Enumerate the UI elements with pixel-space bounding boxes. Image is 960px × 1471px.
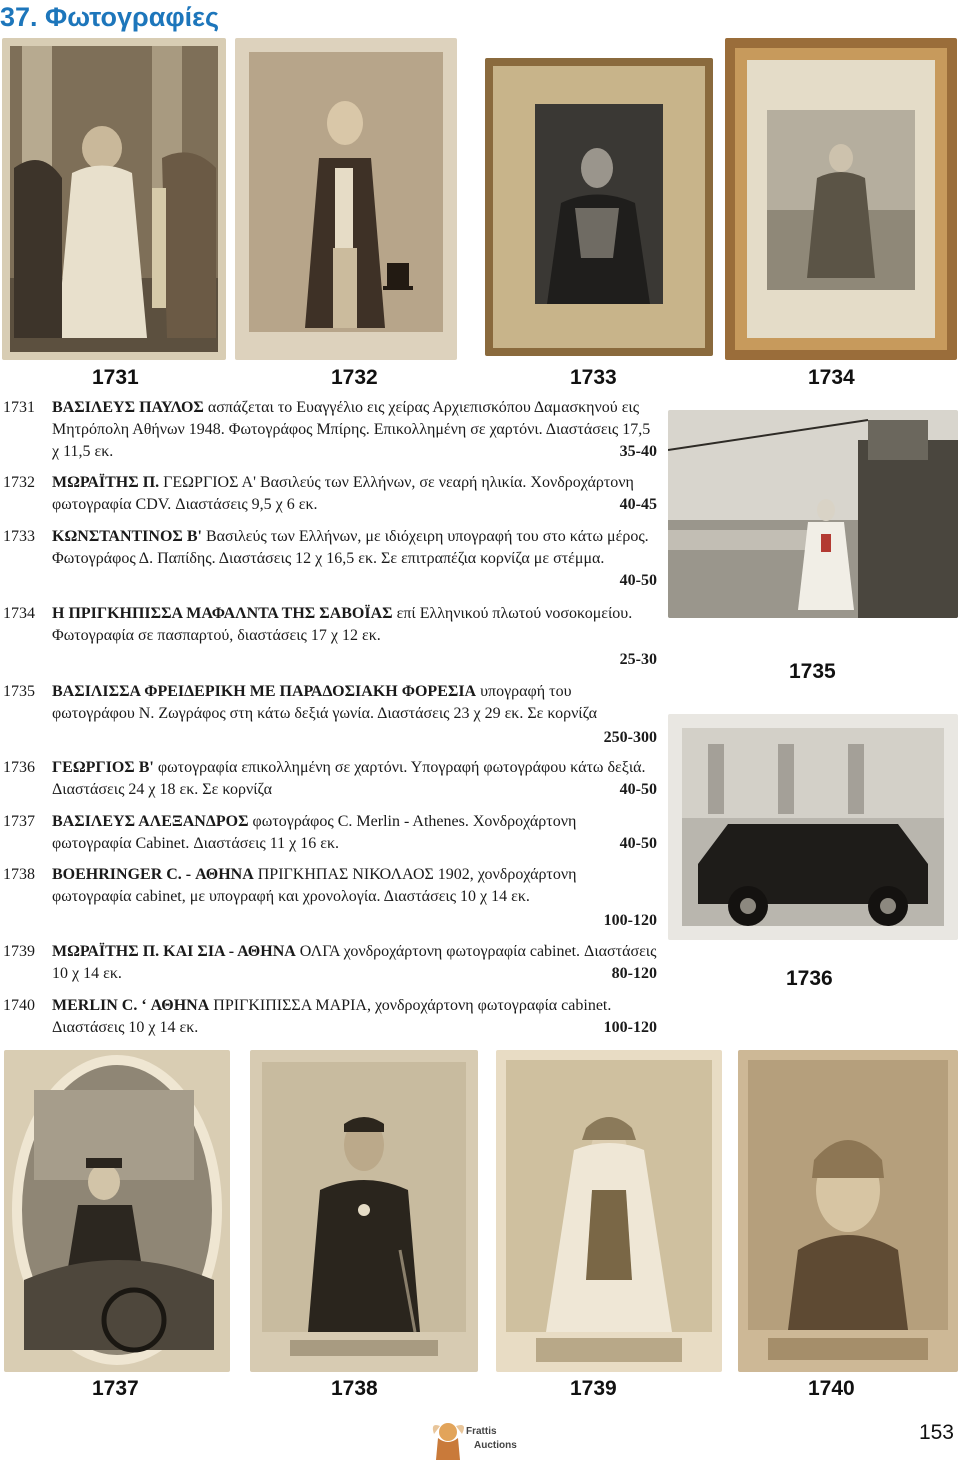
photo-1738 <box>250 1050 478 1372</box>
lot-estimate: 40-50 <box>619 835 657 852</box>
lot-title: ΒΑΣΙΛΕΥΣ ΠΑΥΛΟΣ <box>52 399 204 416</box>
lot-title: MERLIN C. ‘ ΑΘΗΝΑ <box>52 997 210 1014</box>
lot-entry-1732 <box>0 472 660 520</box>
lot-estimate: 40-50 <box>619 781 657 798</box>
photo-1736 <box>668 714 958 940</box>
photo-label-1738: 1738 <box>331 1377 378 1400</box>
lot-number: 1733 <box>3 528 35 545</box>
lot-number: 1736 <box>3 759 35 776</box>
lot-number: 1740 <box>3 997 35 1014</box>
lot-entry-1737 <box>0 811 660 859</box>
lot-text: φωτογραφία επικολλημένη σε χαρτόνι. Υπογραφή φωτογράφου κάτω δεξιά. Διαστάσεις 24 χ 18 εκ. Σε κορνίζα <box>52 759 646 798</box>
photo-label-1731: 1731 <box>92 366 139 389</box>
lot-number: 1739 <box>3 943 35 960</box>
lot-text: ΠΡΙΓΚΗΠΑΣ ΝΙΚΟΛΑΟΣ 1902, χονδροχάρτονη φωτογραφία cabinet, με υπογραφή και χρονολογία. Διαστάσεις 10 χ 14 εκ. <box>52 866 577 905</box>
photo-label-1732: 1732 <box>331 366 378 389</box>
lot-text: ΟΛΓΑ χονδροχάρτονη φωτογραφία cabinet. Διαστάσεις 10 χ 14 εκ. <box>52 943 657 982</box>
photo-label-1733: 1733 <box>570 366 617 389</box>
photo-1739 <box>496 1050 722 1372</box>
lot-title: Η ΠΡΙΓΚΗΠΙΣΣΑ ΜΑΦΑΛΝΤΑ ΤΗΣ ΣΑΒΟΪΑΣ <box>52 605 393 622</box>
lot-estimate: 40-45 <box>619 496 657 513</box>
lot-entry-1736 <box>0 757 660 805</box>
lot-text: Βασιλεύς των Ελλήνων, με ιδιόχειρη υπογραφή του στο κάτω μέρος. Φωτογράφος Δ. Παπίδης. Διαστάσεις 12 χ 16,5 εκ. Σε επιτραπέζια κορνίζα με στέμμα. <box>52 528 649 567</box>
lot-entry-1733 <box>0 526 660 596</box>
photo-1735 <box>668 410 958 618</box>
photo-1740 <box>738 1050 958 1372</box>
logo-text-frattis: Frattis <box>466 1426 497 1437</box>
logo-text-auctions: Auctions <box>474 1440 517 1451</box>
lot-number: 1732 <box>3 474 35 491</box>
lot-description <box>52 472 658 516</box>
lot-number: 1735 <box>3 683 35 700</box>
lot-estimate: 100-120 <box>603 1019 657 1036</box>
lot-title: ΒΑΣΙΛΕΥΣ ΑΛΕΞΑΝΔΡΟΣ <box>52 813 249 830</box>
lot-estimate: 35-40 <box>619 443 657 460</box>
photo-label-1734: 1734 <box>808 366 855 389</box>
lot-estimate: 25-30 <box>619 651 657 668</box>
lot-entry-1738 <box>0 864 660 934</box>
lot-estimate: 80-120 <box>611 965 657 982</box>
lot-entry-1735 <box>0 681 660 751</box>
photo-label-1736: 1736 <box>786 967 833 990</box>
photo-1732 <box>235 38 457 360</box>
lot-description <box>52 757 658 801</box>
photo-label-1740: 1740 <box>808 1377 855 1400</box>
lot-text: ΠΡΙΓΚΙΠΙΣΣΑ ΜΑΡΙΑ, χονδροχάρτονη φωτογραφία cabinet. Διαστάσεις 10 χ 14 εκ. <box>52 997 612 1036</box>
lot-description <box>52 603 658 647</box>
lot-number: 1737 <box>3 813 35 830</box>
lot-text: ασπάζεται το Ευαγγέλιο εις χείρας Αρχιεπισκόπου Δαμασκηνού εις Μητρόπολη Αθήνων 1948. Φωτογράφος Μπίρης. Επικολλημένη σε χαρτόνι. Διαστάσεις 17,5 χ 11,5 εκ. <box>52 399 651 460</box>
lot-entry-1740 <box>0 995 660 1043</box>
lot-title: ΜΩΡΑΪΤΗΣ Π. <box>52 474 160 491</box>
photo-label-1737: 1737 <box>92 1377 139 1400</box>
page-title: 37. Φωτογραφίες <box>0 2 220 32</box>
lot-description <box>52 941 658 985</box>
lot-title: BOEHRINGER C. - ΑΘΗΝΑ <box>52 866 254 883</box>
lot-entry-1739 <box>0 941 660 989</box>
lot-estimate: 250-300 <box>603 729 657 746</box>
lot-title: ΓΕΩΡΓΙΟΣ Β' <box>52 759 154 776</box>
photo-1731 <box>2 38 226 360</box>
lot-title: ΚΩΝΣΤΑΝΤΙΝΟΣ Β' <box>52 528 202 545</box>
lot-number: 1738 <box>3 866 35 883</box>
lot-entry-1731 <box>0 397 660 467</box>
lot-text: ΓΕΩΡΓΙΟΣ Α' Βασιλεύς των Ελλήνων, σε νεαρή ηλικία. Χονδροχάρτονη φωτογραφία CDV. Διαστάσεις 9,5 χ 6 εκ. <box>52 474 634 513</box>
lot-title: ΜΩΡΑΪΤΗΣ Π. ΚΑΙ ΣΙΑ - ΑΘΗΝΑ <box>52 943 296 960</box>
photo-label-1735: 1735 <box>789 660 836 683</box>
lot-title: ΒΑΣΙΛΙΣΣΑ ΦΡΕΙΔΕΡΙΚΗ ΜΕ ΠΑΡΑΔΟΣΙΑΚΗ ΦΟΡΕΣΙΑ <box>52 683 477 700</box>
photo-1734 <box>725 38 957 360</box>
lot-description <box>52 681 658 725</box>
lot-description <box>52 995 658 1039</box>
page-number: 153 <box>918 1421 954 1444</box>
lot-text: υπογραφή του φωτογράφου Ν. Ζωγράφος στη κάτω δεξιά γωνία. Διαστάσεις 23 χ 29 εκ. Σε κορνίζα <box>52 683 598 722</box>
lot-estimate: 40-50 <box>619 572 657 589</box>
lot-description <box>52 864 658 908</box>
lot-description <box>52 811 658 855</box>
frattis-auctions-logo <box>432 1416 542 1464</box>
lot-number: 1734 <box>3 605 35 622</box>
lot-description <box>52 526 658 570</box>
lot-estimate: 100-120 <box>603 912 657 929</box>
photo-1737 <box>4 1050 230 1372</box>
photo-label-1739: 1739 <box>570 1377 617 1400</box>
lot-number: 1731 <box>3 399 35 416</box>
lot-description <box>52 397 658 463</box>
photo-1733 <box>485 58 713 356</box>
lot-entry-1734 <box>0 603 660 673</box>
lot-text: φωτογράφος C. Merlin - Athenes. Χονδροχάρτονη φωτογραφία Cabinet. Διαστάσεις 11 χ 16 εκ. <box>52 813 577 852</box>
lot-text: επί Ελληνικού πλωτού νοσοκομείου. Φωτογραφία σε πασπαρτού, διαστάσεις 17 χ 12 εκ. <box>52 605 633 644</box>
